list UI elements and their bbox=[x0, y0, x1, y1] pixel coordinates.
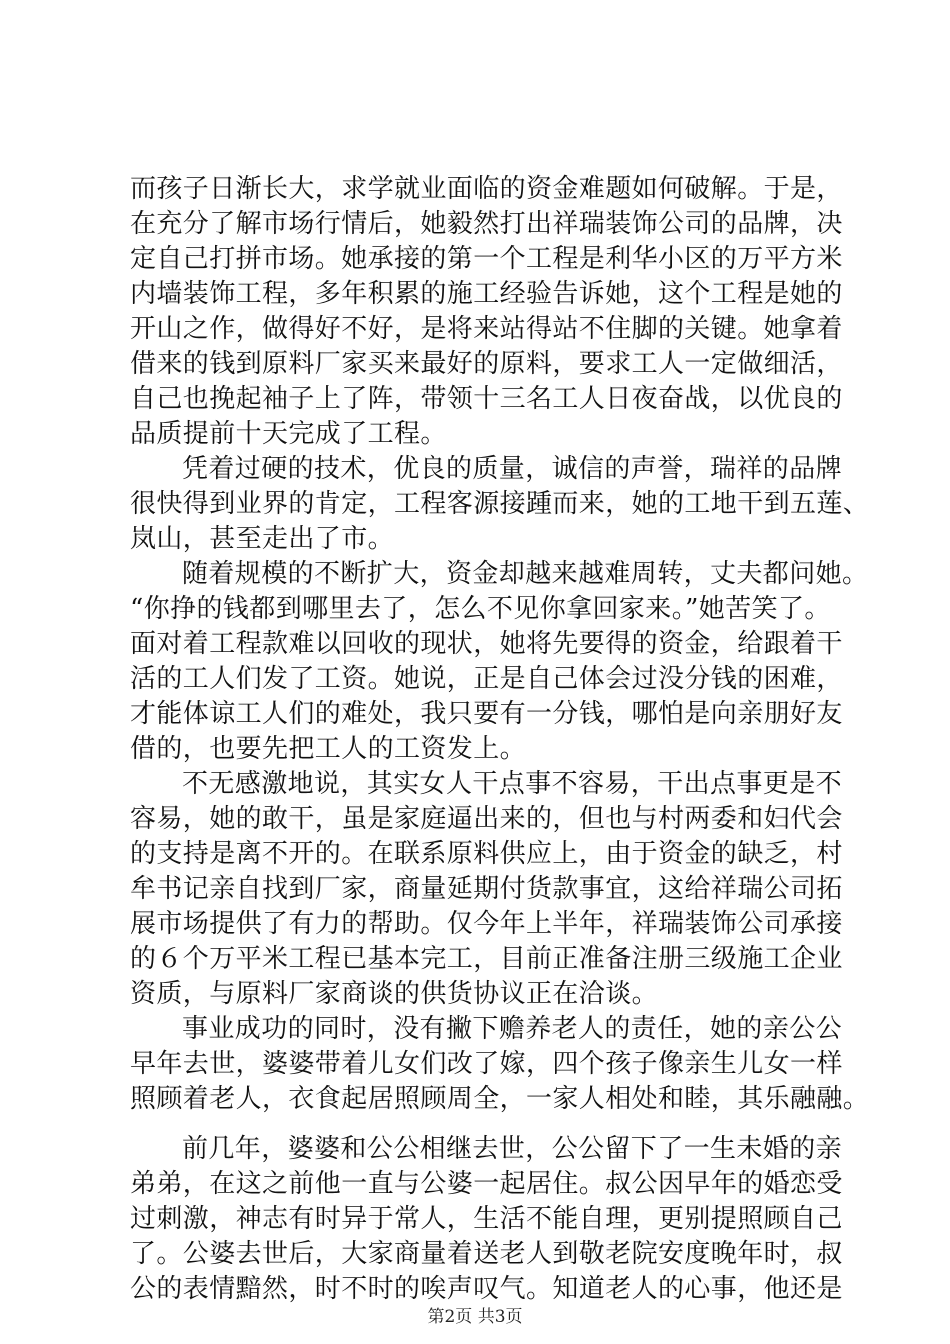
text-line: 早年去世，婆婆带着儿女们改了嫁，四个孩子像亲生儿女一样 bbox=[130, 1049, 843, 1079]
text-line: 容易，她的敢干，虽是家庭逼出来的，但也与村两委和妇代会 bbox=[130, 804, 843, 834]
text-line: 借来的钱到原料厂家买来最好的原料，要求工人一定做细活， bbox=[130, 349, 843, 379]
text-line: 定自己打拼市场。她承接的第一个工程是利华小区的万平方米 bbox=[130, 244, 843, 274]
text-line: 很快得到业界的肯定，工程客源接踵而来，她的工地干到五莲、 bbox=[130, 489, 870, 519]
text-line: 在充分了解市场行情后，她毅然打出祥瑞装饰公司的品牌，决 bbox=[130, 209, 843, 239]
text-line: 弟弟，在这之前他一直与公婆一起居住。叔公因早年的婚恋受 bbox=[130, 1169, 843, 1199]
text-line: 随着规模的不断扩大，资金却越来越难周转，丈夫都问她。 bbox=[182, 559, 869, 589]
text-line: 岚山，甚至走出了市。 bbox=[130, 524, 395, 554]
text-line: 内墙装饰工程，多年积累的施工经验告诉她，这个工程是她的 bbox=[130, 279, 843, 309]
text-line: 凭着过硬的技术，优良的质量，诚信的声誉，瑞祥的品牌 bbox=[182, 454, 843, 484]
text-line: 活的工人们发了工资。她说，正是自己体会过没分钱的困难， bbox=[130, 664, 843, 694]
text-line: 开山之作，做得好不好，是将来站得站不住脚的关键。她拿着 bbox=[130, 314, 843, 344]
text-line: 资质，与原料厂家商谈的供货协议正在洽谈。 bbox=[130, 979, 659, 1009]
page-number: 第2页 共3页 bbox=[427, 1307, 523, 1327]
text-line: 自己也挽起袖子上了阵，带领十三名工人日夜奋战，以优良的 bbox=[130, 384, 843, 414]
page-footer bbox=[0, 1306, 950, 1328]
text-line: 面对着工程款难以回收的现状，她将先要得的资金，给跟着干 bbox=[130, 629, 843, 659]
text-line: 的支持是离不开的。在联系原料供应上，由于资金的缺乏，村 bbox=[130, 839, 843, 869]
text-line: 公的表情黯然，时不时的唉声叹气。知道老人的心事，他还是 bbox=[130, 1274, 843, 1304]
text-line: 过刺激，神志有时异于常人，生活不能自理，更别提照顾自己 bbox=[130, 1204, 843, 1234]
text-line: 展市场提供了有力的帮助。仅今年上半年，祥瑞装饰公司承接 bbox=[130, 909, 843, 939]
text-line: 不无感激地说，其实女人干点事不容易，干出点事更是不 bbox=[182, 769, 843, 799]
text-line: 借的，也要先把工人的工资发上。 bbox=[130, 734, 527, 764]
text-line: 事业成功的同时，没有撇下赡养老人的责任，她的亲公公 bbox=[182, 1014, 843, 1044]
text-line: 品质提前十天完成了工程。 bbox=[130, 419, 447, 449]
text-line: “你挣的钱都到哪里去了，怎么不见你拿回家来。”她苦笑了。 bbox=[130, 594, 831, 624]
text-line: 前几年，婆婆和公公相继去世，公公留下了一生未婚的亲 bbox=[182, 1134, 843, 1164]
text-line: 的６个万平米工程已基本完工，目前正准备注册三级施工企业 bbox=[130, 944, 843, 974]
text-line: 牟书记亲自找到厂家，商量延期付货款事宜，这给祥瑞公司拓 bbox=[130, 874, 843, 904]
text-line: 照顾着老人，衣食起居照顾周全，一家人相处和睦，其乐融融。 bbox=[130, 1084, 870, 1114]
text-line: 才能体谅工人们的难处，我只要有一分钱，哪怕是向亲朋好友 bbox=[130, 699, 843, 729]
text-line: 了。公婆去世后，大家商量着送老人到敬老院安度晚年时，叔 bbox=[130, 1239, 843, 1269]
text-line: 而孩子日渐长大，求学就业面临的资金难题如何破解。于是， bbox=[130, 174, 843, 204]
